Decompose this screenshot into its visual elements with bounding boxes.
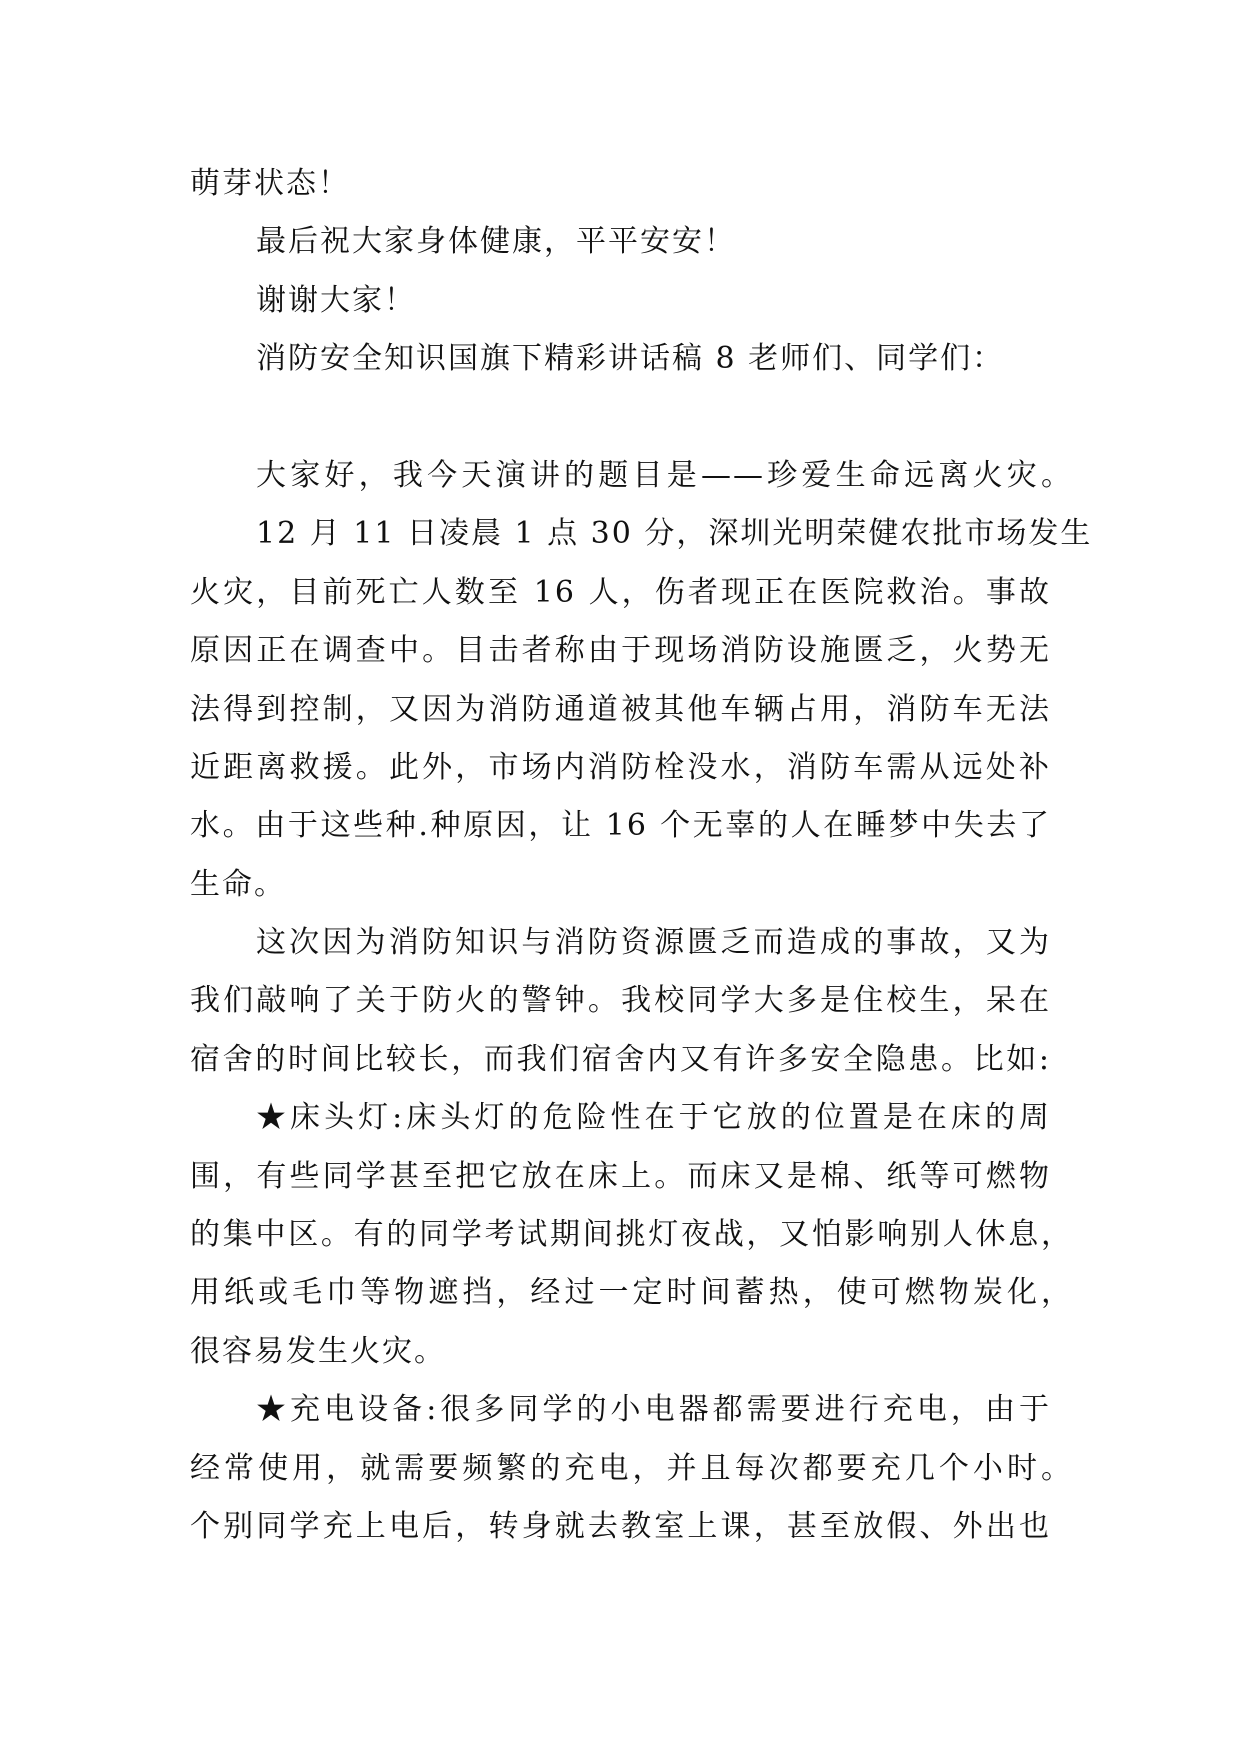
text-line: 萌芽状态！ xyxy=(190,166,350,201)
text-line: 的集中区。有的同学考试期间挑灯夜战，又怕影响别人休息， xyxy=(190,1217,1073,1253)
text-line: 近距离救援。此外，市场内消防栓没水，消防车需从远处补 xyxy=(190,749,1051,785)
text-line: 12 月 11 日凌晨 1 点 30 分，深圳光明荣健农批市场发生 xyxy=(256,516,1093,552)
paragraph xyxy=(0,1089,1241,1381)
blank-line xyxy=(0,389,1241,447)
text-line: 火灾，目前死亡人数至 16 人，伤者现正在医院救治。事故 xyxy=(190,574,1051,610)
paragraph xyxy=(0,213,1241,271)
paragraph xyxy=(0,505,1241,914)
text-line: 宿舍的时间比较长，而我们宿舍内又有许多安全隐患。比如: xyxy=(190,1041,1051,1077)
paragraph xyxy=(0,1381,1241,1556)
paragraph xyxy=(0,155,1241,213)
text-line: 最后祝大家身体健康，平平安安！ xyxy=(256,224,736,260)
text-line: 很容易发生火灾。 xyxy=(190,1333,446,1369)
text-line: 原因正在调查中。目击者称由于现场消防设施匮乏，火势无 xyxy=(190,633,1051,669)
text-line: 谢谢大家！ xyxy=(256,282,416,318)
text-line: 生命。 xyxy=(190,866,286,902)
paragraph xyxy=(0,914,1241,1089)
text-line: 围，有些同学甚至把它放在床上。而床又是棉、纸等可燃物 xyxy=(190,1158,1051,1194)
text-line: 消防安全知识国旗下精彩讲话稿 8 老师们、同学们： xyxy=(256,341,1005,377)
text-line: 个别同学充上电后，转身就去教室上课，甚至放假、外出也 xyxy=(190,1508,1051,1544)
paragraph xyxy=(0,272,1241,330)
speech-heading xyxy=(0,330,1241,388)
paragraph xyxy=(0,447,1241,505)
text-line: 这次因为消防知识与消防资源匮乏而造成的事故，又为 xyxy=(256,925,1051,961)
text-line: 经常使用，就需要频繁的充电，并且每次都要充几个小时。 xyxy=(190,1450,1073,1486)
text-line: 用纸或毛巾等物遮挡，经过一定时间蓄热，使可燃物炭化， xyxy=(190,1275,1073,1311)
text-line: ★充电设备:很多同学的小电器都需要进行充电，由于 xyxy=(256,1392,1051,1428)
text-line: 水。由于这些种.种原因，让 16 个无辜的人在睡梦中失去了 xyxy=(190,808,1051,844)
text-line: 大家好，我今天演讲的题目是——珍爱生命远离火灾。 xyxy=(256,457,1073,493)
text-line: 我们敲响了关于防火的警钟。我校同学大多是住校生，呆在 xyxy=(190,983,1051,1019)
text-line: ★床头灯:床头灯的危险性在于它放的位置是在床的周 xyxy=(256,1100,1051,1136)
text-line: 法得到控制，又因为消防通道被其他车辆占用，消防车无法 xyxy=(190,691,1051,727)
